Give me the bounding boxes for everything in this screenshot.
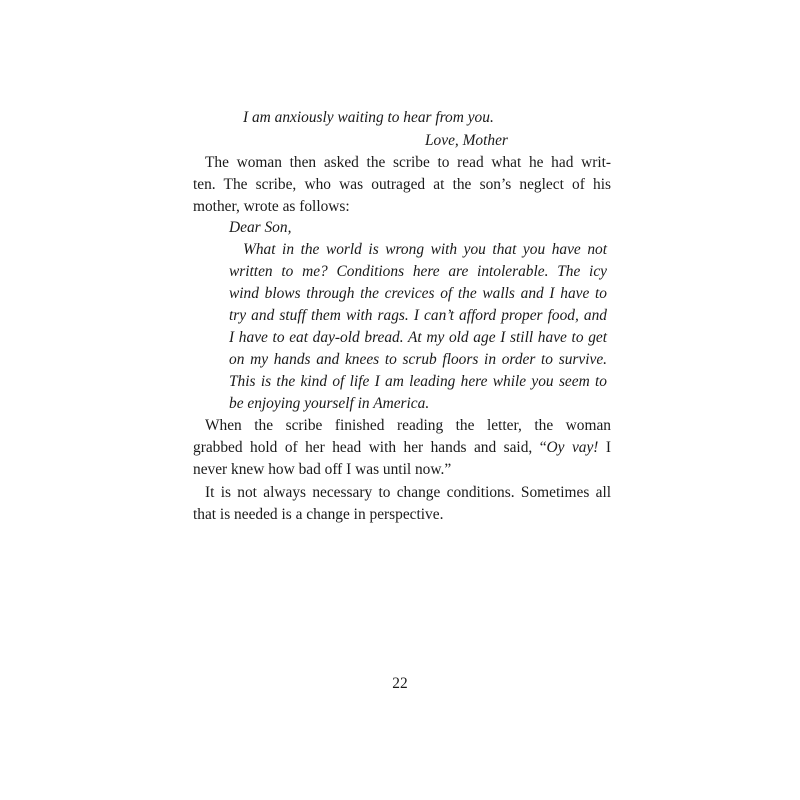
paragraph-line <box>193 440 611 455</box>
letter-line: I have to eat day-old bread. At my old age I still have to get <box>229 329 607 346</box>
exclamation-text: Oy vay! <box>546 439 599 456</box>
paragraph-line: never knew how bad off I was until now.” <box>193 461 452 478</box>
letter-line: be enjoying yourself in America. <box>229 395 430 412</box>
letter-closing-line: I am anxiously waiting to hear from you. <box>243 109 494 126</box>
letter-signature: Love, Mother <box>425 132 508 149</box>
paragraph-line: mother, wrote as follows: <box>193 198 350 215</box>
paragraph-line: The woman then asked the scribe to read what he had writ- <box>205 154 611 171</box>
letter-salutation: Dear Son, <box>229 219 292 236</box>
letter-line: This is the kind of life I am leading here while you seem to <box>229 373 607 390</box>
letter-line: What in the world is wrong with you that you have not <box>243 241 607 258</box>
paragraph-line: ten. The scribe, who was outraged at the son’s neglect of his <box>193 176 611 193</box>
paragraph-text: I <box>598 439 612 456</box>
paragraph-line: It is not always necessary to change conditions. Sometimes all <box>205 484 611 501</box>
letter-line: wind blows through the crevices of the walls and I have to <box>229 285 607 302</box>
paragraph-text: grabbed hold of her head with her hands and said, “ <box>193 439 547 456</box>
paragraph-line: that is needed is a change in perspective. <box>193 506 444 523</box>
page-number: 22 <box>392 675 408 692</box>
letter-line: try and stuff them with rags. I can’t afford proper food, and <box>229 307 607 324</box>
letter-line: written to me? Conditions here are intolerable. The icy <box>229 263 607 280</box>
letter-line: on my hands and knees to scrub floors in order to survive. <box>229 351 607 368</box>
paragraph-line: When the scribe finished reading the letter, the woman <box>205 417 611 434</box>
